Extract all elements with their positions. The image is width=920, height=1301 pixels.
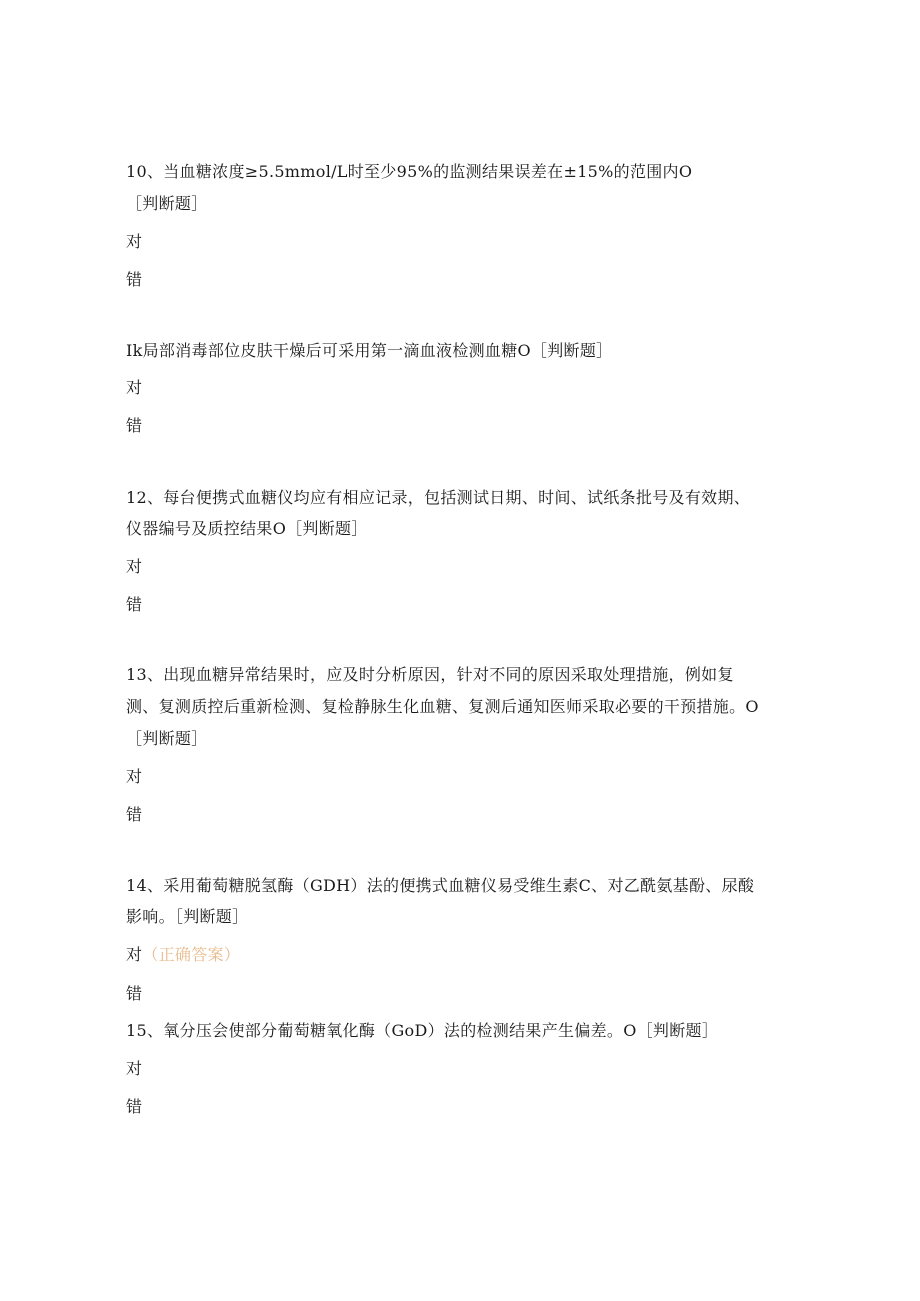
option-label: 对 xyxy=(126,378,143,397)
option-false[interactable] xyxy=(126,416,142,436)
option-false[interactable] xyxy=(126,270,142,290)
correct-answer-badge: （正确答案） xyxy=(142,945,241,964)
question-text-line: 14、采用葡萄糖脱氢酶（GDH）法的便携式血糖仪易受维生素C、对乙酰氨基酚、尿酸 xyxy=(126,876,755,895)
option-label: 错 xyxy=(126,984,143,1003)
question-text-line: 影响。［判断题］ xyxy=(126,907,249,926)
question-text-line: 10、当血糖浓度≥5.5mmol/L时至少95%的监测结果误差在±15%的范围内O xyxy=(126,162,693,181)
option-label: 对 xyxy=(126,945,143,964)
option-false[interactable] xyxy=(126,984,142,1004)
question-text-line: Ik局部消毒部位皮肤干燥后可采用第一滴血液检测血糖O［判断题］ xyxy=(126,341,613,360)
option-true[interactable] xyxy=(126,232,142,252)
question-type-label: ［判断题］ xyxy=(126,194,208,213)
option-true[interactable] xyxy=(126,378,142,398)
question-text-line: 测、复测质控后重新检测、复检静脉生化血糖、复测后通知医师采取必要的干预措施。O xyxy=(126,697,759,716)
option-label: 对 xyxy=(126,767,143,786)
question-text-line: 13、出现血糖异常结果时，应及时分析原因，针对不同的原因采取处理措施，例如复 xyxy=(126,665,734,684)
question-text-line: 仪器编号及质控结果O［判断题］ xyxy=(126,519,368,538)
question-text-line: 15、氧分压会使部分葡萄糖氧化酶（GoD）法的检测结果产生偏差。O［判断题］ xyxy=(126,1021,719,1040)
question-text-line: 12、每台便携式血糖仪均应有相应记录，包括测试日期、时间、试纸条批号及有效期、 xyxy=(126,488,751,507)
option-label: 错 xyxy=(126,805,143,824)
option-false[interactable] xyxy=(126,1097,142,1117)
option-label: 对 xyxy=(126,1059,143,1078)
question-type-label: ［判断题］ xyxy=(126,729,208,748)
option-true[interactable] xyxy=(126,945,240,965)
option-label: 错 xyxy=(126,416,143,435)
option-label: 错 xyxy=(126,595,143,614)
option-label: 对 xyxy=(126,232,143,251)
option-true[interactable] xyxy=(126,767,142,787)
option-true[interactable] xyxy=(126,557,142,577)
option-label: 错 xyxy=(126,270,143,289)
option-false[interactable] xyxy=(126,805,142,825)
option-false[interactable] xyxy=(126,595,142,615)
option-true[interactable] xyxy=(126,1059,142,1079)
option-label: 对 xyxy=(126,557,143,576)
option-label: 错 xyxy=(126,1097,143,1116)
